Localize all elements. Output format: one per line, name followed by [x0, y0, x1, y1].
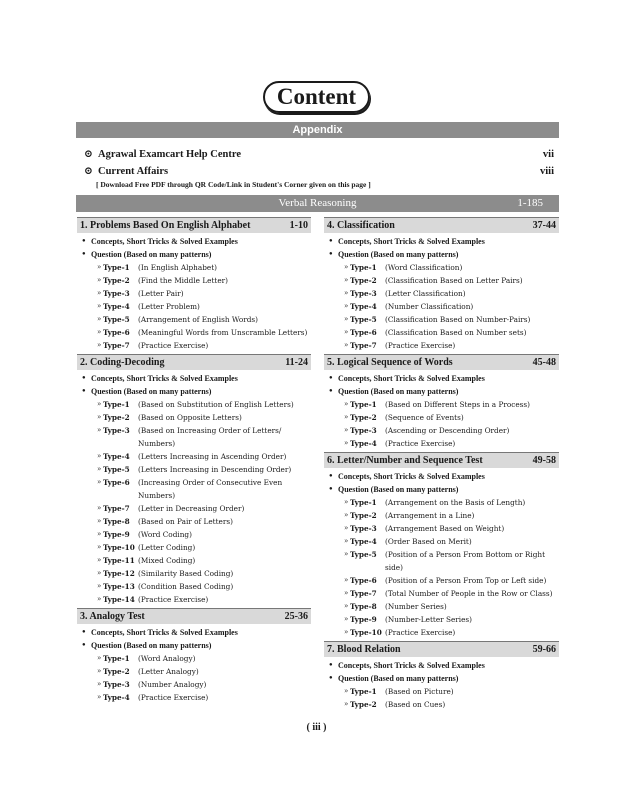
type-row [324, 548, 559, 574]
type-description: (Practice Exercise) [385, 439, 456, 448]
type-row [77, 567, 311, 580]
arrow-icon: » [344, 524, 349, 532]
type-description: (Letter Pair) [138, 289, 184, 298]
arrow-icon: » [97, 667, 102, 675]
type-label: Type-5 [103, 465, 130, 474]
right-column [324, 217, 559, 713]
type-label: Type-8 [350, 602, 377, 611]
type-description: (Order Based on Merit) [385, 537, 472, 546]
arrow-icon: » [344, 498, 349, 506]
section-title: 1. Problems Based On English Alphabet [80, 220, 251, 231]
arrow-icon: » [344, 426, 349, 434]
type-description: (Based on Increasing Order of Letters/ Numbers) [138, 426, 282, 448]
arrow-icon: » [97, 302, 102, 310]
section-pages: 1-10 [289, 220, 308, 231]
type-row [324, 574, 559, 587]
type-label: Type-7 [103, 504, 130, 513]
appendix-note: [ Download Free PDF through QR Code/Link in Student's Corner given on this page ] [96, 180, 371, 189]
arrow-icon: » [97, 426, 102, 434]
section-bullet: ● Question (Based on many patterns) [324, 385, 559, 398]
type-description: (Practice Exercise) [138, 693, 209, 702]
appendix-item-page: viii [539, 166, 554, 177]
type-label: Type-4 [103, 452, 130, 461]
type-description: (Word Analogy) [138, 654, 196, 663]
type-description: (Number Analogy) [138, 680, 207, 689]
type-row [324, 398, 559, 411]
arrow-icon: » [97, 276, 102, 284]
type-label: Type-3 [103, 426, 130, 435]
arrow-icon: » [344, 341, 349, 349]
type-description: (Arrangement on the Basis of Length) [385, 498, 526, 507]
type-row [77, 287, 311, 300]
type-label: Type-5 [350, 550, 377, 559]
type-row [324, 626, 559, 639]
toc-section [324, 452, 559, 639]
type-description: (Meaningful Words from Unscramble Letters) [138, 328, 308, 337]
arrow-icon: » [344, 413, 349, 421]
type-description: (Classification Based on Number sets) [385, 328, 527, 337]
type-label: Type-1 [103, 400, 130, 409]
section-bullet: ● Question (Based on many patterns) [324, 672, 559, 685]
section-title: 7. Blood Relation [327, 644, 401, 655]
page-number: ( iii ) [306, 722, 327, 733]
toc-section [77, 608, 311, 704]
type-description: (Based on Pair of Letters) [138, 517, 233, 526]
page-title-wrap [0, 81, 633, 113]
section-title: 4. Classification [327, 220, 395, 231]
type-row [324, 613, 559, 626]
arrow-icon: » [344, 589, 349, 597]
section-title: 2. Coding-Decoding [80, 357, 165, 368]
section-bullet: ● Concepts, Short Tricks & Solved Examples [324, 659, 559, 672]
section-bullet: ● Concepts, Short Tricks & Solved Examples [324, 235, 559, 248]
type-description: (In English Alphabet) [138, 263, 217, 272]
section-bullet: ● Concepts, Short Tricks & Solved Examples [77, 372, 311, 385]
type-description: (Practice Exercise) [385, 628, 456, 637]
section-bullet: ● Concepts, Short Tricks & Solved Examples [77, 626, 311, 639]
type-label: Type-2 [350, 276, 377, 285]
type-description: (Word Coding) [138, 530, 192, 539]
type-row [77, 528, 311, 541]
type-label: Type-10 [103, 543, 135, 552]
section-bullet: ● Concepts, Short Tricks & Solved Examples [324, 372, 559, 385]
type-description: (Arrangement of English Words) [138, 315, 259, 324]
type-description: (Arrangement in a Line) [385, 511, 475, 520]
type-label: Type-14 [103, 595, 135, 604]
type-label: Type-7 [103, 341, 130, 350]
type-description: (Total Number of People in the Row or Class) [385, 589, 553, 598]
type-label: Type-2 [103, 667, 130, 676]
type-row [77, 593, 311, 606]
type-row [77, 515, 311, 528]
type-description: (Letter Problem) [138, 302, 200, 311]
arrow-icon: » [344, 328, 349, 336]
section-pages: 25-36 [284, 611, 308, 622]
type-label: Type-5 [350, 315, 377, 324]
verbal-reasoning-pages: 1-185 [517, 197, 543, 209]
type-row [324, 326, 559, 339]
type-row [324, 261, 559, 274]
appendix-item[interactable] [84, 148, 554, 161]
arrow-icon: » [344, 263, 349, 271]
type-label: Type-6 [103, 478, 130, 487]
type-label: Type-1 [350, 263, 377, 272]
type-label: Type-4 [350, 439, 377, 448]
arrow-icon: » [97, 315, 102, 323]
type-description: (Word Classification) [385, 263, 463, 272]
type-description: (Letter Coding) [138, 543, 196, 552]
arrow-icon: » [97, 289, 102, 297]
type-label: Type-3 [103, 289, 130, 298]
appendix-band: Appendix [76, 122, 559, 138]
type-label: Type-9 [350, 615, 377, 624]
section-title: 5. Logical Sequence of Words [327, 357, 453, 368]
arrow-icon: » [97, 413, 102, 421]
type-description: (Practice Exercise) [385, 341, 456, 350]
section-bullet: ● Concepts, Short Tricks & Solved Examples [324, 470, 559, 483]
type-row [324, 496, 559, 509]
section-bullet: ● Question (Based on many patterns) [77, 639, 311, 652]
type-label: Type-1 [103, 654, 130, 663]
section-pages: 11-24 [285, 357, 308, 368]
type-description: (Number Series) [385, 602, 447, 611]
arrow-icon: » [97, 556, 102, 564]
type-label: Type-4 [350, 537, 377, 546]
circle-bullet-icon: ⊙ [84, 166, 93, 177]
type-row [77, 450, 311, 463]
section-bullet: ● Question (Based on many patterns) [77, 385, 311, 398]
type-label: Type-4 [350, 302, 377, 311]
type-label: Type-1 [103, 263, 130, 272]
verbal-reasoning-band [76, 195, 559, 212]
type-description: (Based on Picture) [385, 687, 454, 696]
type-description: (Based on Cues) [385, 700, 446, 709]
arrow-icon: » [97, 328, 102, 336]
appendix-item-label: Agrawal Examcart Help Centre [98, 149, 241, 160]
arrow-icon: » [344, 439, 349, 447]
type-label: Type-1 [350, 498, 377, 507]
type-label: Type-12 [103, 569, 135, 578]
type-label: Type-10 [350, 628, 382, 637]
verbal-reasoning-title: Verbal Reasoning [278, 197, 357, 209]
circle-bullet-icon: ⊙ [84, 149, 93, 160]
type-row [324, 698, 559, 711]
section-heading[interactable] [77, 608, 311, 624]
type-row [77, 476, 311, 502]
arrow-icon: » [97, 452, 102, 460]
type-label: Type-3 [350, 524, 377, 533]
arrow-icon: » [344, 687, 349, 695]
arrow-icon: » [97, 504, 102, 512]
arrow-icon: » [344, 550, 349, 558]
type-label: Type-3 [350, 289, 377, 298]
arrow-icon: » [344, 315, 349, 323]
type-row [324, 535, 559, 548]
type-description: (Number-Letter Series) [385, 615, 472, 624]
left-column [77, 217, 311, 706]
type-description: (Increasing Order of Consecutive Even Numbers) [138, 478, 283, 500]
type-row [324, 287, 559, 300]
type-row [324, 600, 559, 613]
section-pages: 45-48 [532, 357, 556, 368]
arrow-icon: » [97, 569, 102, 577]
arrow-icon: » [97, 341, 102, 349]
type-row [77, 652, 311, 665]
type-row [77, 326, 311, 339]
type-label: Type-2 [350, 511, 377, 520]
type-description: (Ascending or Descending Order) [385, 426, 510, 435]
arrow-icon: » [344, 700, 349, 708]
type-label: Type-1 [350, 687, 377, 696]
type-description: (Arrangement Based on Weight) [385, 524, 505, 533]
section-heading[interactable] [77, 354, 311, 370]
section-heading[interactable] [324, 452, 559, 468]
section-heading[interactable] [77, 217, 311, 233]
section-pages: 49-58 [532, 455, 556, 466]
type-row [324, 339, 559, 352]
arrow-icon: » [97, 263, 102, 271]
arrow-icon: » [97, 478, 102, 486]
type-description: (Based on Different Steps in a Process) [385, 400, 531, 409]
type-label: Type-11 [103, 556, 135, 565]
arrow-icon: » [97, 595, 102, 603]
section-heading[interactable] [324, 354, 559, 370]
type-description: (Mixed Coding) [138, 556, 196, 565]
type-row [77, 691, 311, 704]
arrow-icon: » [97, 530, 102, 538]
arrow-icon: » [97, 680, 102, 688]
toc-section [324, 217, 559, 352]
type-row [77, 463, 311, 476]
arrow-icon: » [344, 576, 349, 584]
type-description: (Practice Exercise) [138, 341, 209, 350]
type-label: Type-6 [350, 576, 377, 585]
arrow-icon: » [344, 615, 349, 623]
type-description: (Position of a Person From Bottom or Right side) [385, 550, 546, 572]
type-row [77, 554, 311, 567]
section-bullet: ● Concepts, Short Tricks & Solved Examples [77, 235, 311, 248]
type-label: Type-3 [350, 426, 377, 435]
section-bullet: ● Question (Based on many patterns) [324, 483, 559, 496]
type-description: (Classification Based on Letter Pairs) [385, 276, 523, 285]
section-pages: 59-66 [532, 644, 556, 655]
arrow-icon: » [344, 289, 349, 297]
type-label: Type-5 [103, 315, 130, 324]
type-label: Type-7 [350, 589, 377, 598]
type-description: (Letter Classification) [385, 289, 466, 298]
arrow-icon: » [97, 400, 102, 408]
toc-section [324, 641, 559, 711]
appendix-item-page: vii [542, 149, 554, 160]
type-description: (Practice Exercise) [138, 595, 209, 604]
section-title: 6. Letter/Number and Sequence Test [327, 455, 483, 466]
arrow-icon: » [344, 537, 349, 545]
arrow-icon: » [97, 465, 102, 473]
type-description: (Classification Based on Number-Pairs) [385, 315, 531, 324]
arrow-icon: » [97, 543, 102, 551]
type-row [77, 541, 311, 554]
arrow-icon: » [344, 511, 349, 519]
type-row [324, 437, 559, 450]
arrow-icon: » [97, 654, 102, 662]
type-label: Type-4 [103, 693, 130, 702]
arrow-icon: » [97, 693, 102, 701]
type-label: Type-8 [103, 517, 130, 526]
type-label: Type-3 [103, 680, 130, 689]
type-label: Type-13 [103, 582, 135, 591]
type-row [77, 313, 311, 326]
toc-section [324, 354, 559, 450]
type-description: (Letter Analogy) [138, 667, 199, 676]
type-row [77, 339, 311, 352]
type-label: Type-2 [103, 413, 130, 422]
type-row [77, 678, 311, 691]
page-title: Content [263, 81, 370, 113]
arrow-icon: » [344, 302, 349, 310]
type-description: (Position of a Person From Top or Left side) [385, 576, 547, 585]
type-label: Type-7 [350, 341, 377, 350]
toc-section [77, 217, 311, 352]
type-description: (Sequence of Events) [385, 413, 464, 422]
type-row [77, 300, 311, 313]
type-description: (Number Classification) [385, 302, 474, 311]
type-description: (Condition Based Coding) [138, 582, 234, 591]
type-row [324, 509, 559, 522]
type-description: (Similarity Based Coding) [138, 569, 234, 578]
type-row [77, 398, 311, 411]
type-label: Type-6 [103, 328, 130, 337]
type-label: Type-2 [350, 700, 377, 709]
type-label: Type-1 [350, 400, 377, 409]
type-row [77, 274, 311, 287]
type-description: (Based on Substitution of English Letters) [138, 400, 294, 409]
type-description: (Letter in Decreasing Order) [138, 504, 245, 513]
type-row [324, 411, 559, 424]
type-description: (Letters Increasing in Descending Order) [138, 465, 292, 474]
arrow-icon: » [97, 517, 102, 525]
type-row [324, 313, 559, 326]
type-row [77, 580, 311, 593]
type-row [77, 424, 311, 450]
arrow-icon: » [344, 400, 349, 408]
type-label: Type-6 [350, 328, 377, 337]
section-heading[interactable] [324, 641, 559, 657]
appendix-item-label: Current Affairs [98, 166, 169, 177]
appendix-item[interactable] [84, 165, 554, 178]
arrow-icon: » [344, 276, 349, 284]
type-row [324, 587, 559, 600]
type-description: (Find the Middle Letter) [138, 276, 229, 285]
type-row [77, 502, 311, 515]
section-heading[interactable] [324, 217, 559, 233]
type-row [324, 424, 559, 437]
section-title: 3. Analogy Test [80, 611, 145, 622]
type-row [324, 685, 559, 698]
arrow-icon: » [97, 582, 102, 590]
section-bullet: ● Question (Based on many patterns) [77, 248, 311, 261]
type-row [77, 665, 311, 678]
type-description: (Based on Opposite Letters) [138, 413, 242, 422]
type-row [324, 274, 559, 287]
arrow-icon: » [344, 602, 349, 610]
type-row [324, 300, 559, 313]
type-label: Type-9 [103, 530, 130, 539]
type-description: (Letters Increasing in Ascending Order) [138, 452, 287, 461]
type-label: Type-2 [103, 276, 130, 285]
type-row [324, 522, 559, 535]
type-label: Type-4 [103, 302, 130, 311]
toc-section [77, 354, 311, 606]
type-label: Type-2 [350, 413, 377, 422]
type-row [77, 411, 311, 424]
arrow-icon: » [344, 628, 349, 636]
section-bullet: ● Question (Based on many patterns) [324, 248, 559, 261]
type-row [77, 261, 311, 274]
section-pages: 37-44 [532, 220, 556, 231]
